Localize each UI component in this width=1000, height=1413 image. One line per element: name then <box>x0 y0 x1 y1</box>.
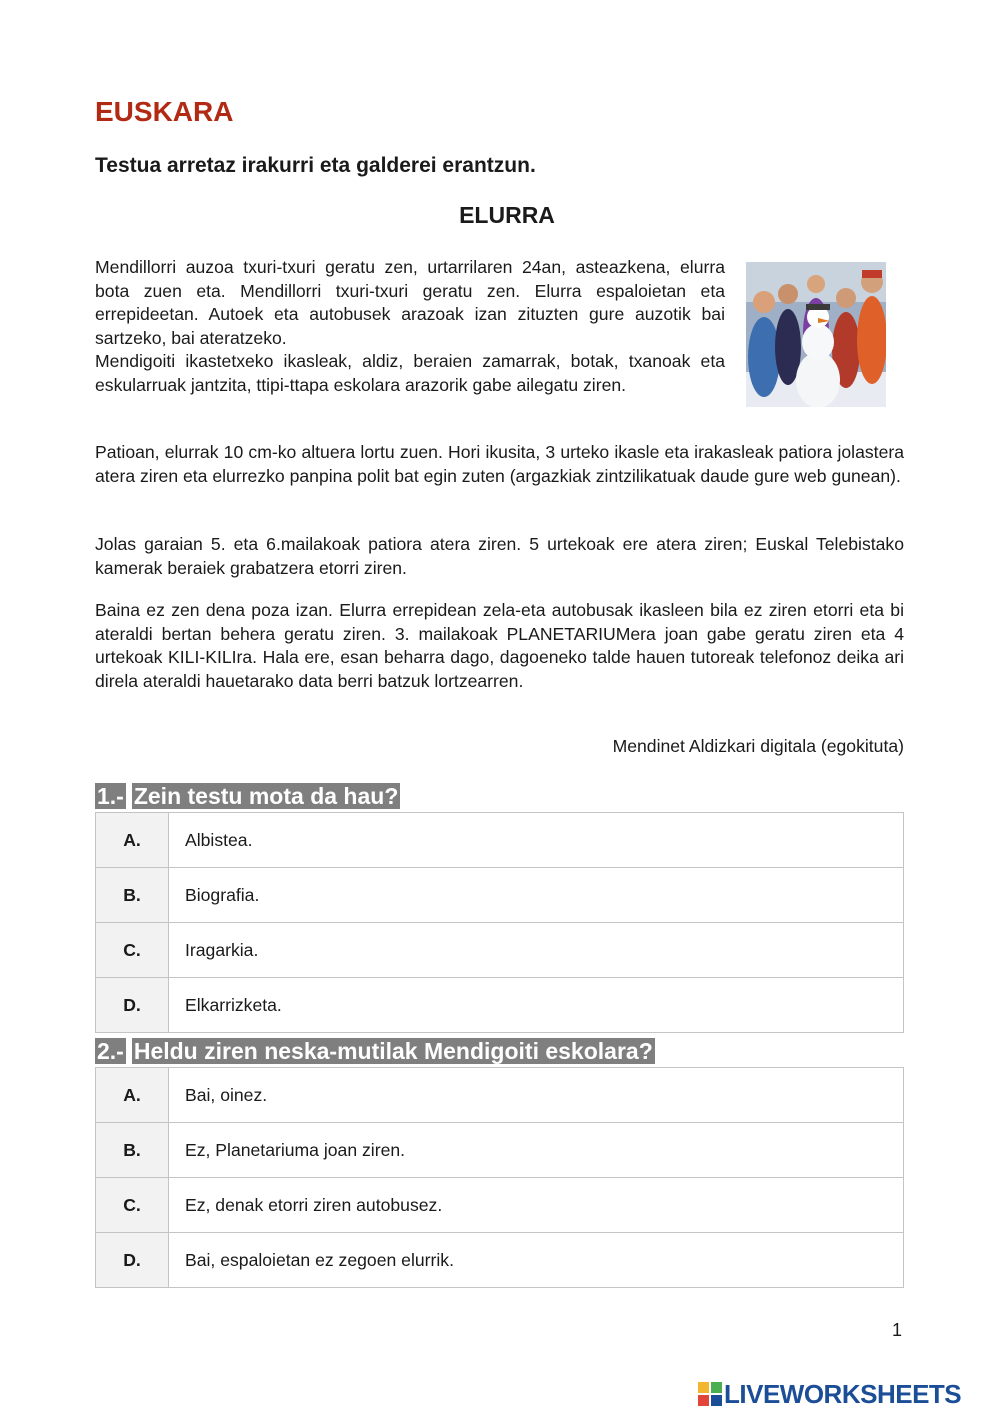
question-1-heading <box>95 782 400 811</box>
liveworksheets-logo[interactable] <box>698 1380 961 1408</box>
page-number: 1 <box>892 1320 903 1340</box>
option-letter: B. <box>96 868 169 923</box>
option-letter: D. <box>96 978 169 1033</box>
liveworksheets-icon <box>698 1382 722 1406</box>
option-text[interactable]: Ez, denak etorri ziren autobusez. <box>169 1178 904 1233</box>
article-paragraph: Patioan, elurrak 10 cm-ko altuera lortu zuen. Hori ikusita, 3 urteko ikasle eta irakasleak patiora jolastera atera ziren eta elurrezko panpina polit bat egin zuten (argazkiak zintzilikatuak daude gure web gunean). <box>95 442 904 486</box>
option-letter: C. <box>96 1178 169 1233</box>
answer-option-b[interactable] <box>96 1123 904 1178</box>
answer-option-d[interactable] <box>96 1233 904 1288</box>
instruction-text: Testua arretaz irakurri eta galderei erantzun. <box>95 154 536 177</box>
option-text[interactable]: Bai, espaloietan ez zegoen elurrik. <box>169 1233 904 1288</box>
answer-option-c[interactable] <box>96 1178 904 1233</box>
option-letter: A. <box>96 813 169 868</box>
option-letter: A. <box>96 1068 169 1123</box>
question-number: 1.- <box>97 783 124 809</box>
article-paragraph: Mendigoiti ikastetxeko ikasleak, aldiz, beraien zamarrak, botak, txanoak eta eskularruak jantzita, ttipi-ttapa eskolara arazorik gabe ailegatu ziren. <box>95 351 725 395</box>
option-text[interactable]: Bai, oinez. <box>169 1068 904 1123</box>
option-letter: B. <box>96 1123 169 1178</box>
question-text: Heldu ziren neska-mutilak Mendigoiti eskolara? <box>133 1038 653 1064</box>
answer-option-c[interactable] <box>96 923 904 978</box>
brand-name: LIVEWORKSHEETS <box>724 1378 962 1409</box>
article-title: ELURRA <box>459 202 555 228</box>
option-text[interactable]: Elkarrizketa. <box>169 978 904 1033</box>
option-text[interactable]: Ez, Planetariuma joan ziren. <box>169 1123 904 1178</box>
article-paragraph: Baina ez zen dena poza izan. Elurra errepidean zela-eta autobusak ikasleen bila ez ziren etorri eta bi ateraldi bertan behera geratu ziren. 3. mailakoak PLANETARIUMera joan gabe geratu ziren eta 4 urtekoak KILI-KILIra. Hala ere, esan beharra dago, dagoeneko talde hauen tutoreak telefonoz deika ari direla ateraldi hauetarako data berri batzuk lortzearren. <box>95 600 904 691</box>
question-text: Zein testu mota da hau? <box>133 783 399 809</box>
article-paragraph: Mendillorri auzoa txuri-txuri geratu zen, urtarrilaren 24an, asteazkena, elurra bota zuen eta. Mendillorri txuri-txuri geratu zen. Elurra espaloietan eta errepideetan. Autoek eta autobusek arazoak izan zituzten gure auzotik bai sartzeko, bai ateratzeko. <box>95 257 725 348</box>
answer-option-a[interactable] <box>96 813 904 868</box>
answer-option-b[interactable] <box>96 868 904 923</box>
option-text[interactable]: Biografia. <box>169 868 904 923</box>
article-source: Mendinet Aldizkari digitala (egokituta) <box>612 736 904 756</box>
answer-option-a[interactable] <box>96 1068 904 1123</box>
subject-heading: EUSKARA <box>95 96 234 127</box>
question-2-options <box>95 1067 904 1288</box>
question-2-heading <box>95 1037 655 1066</box>
question-1-options <box>95 812 904 1033</box>
option-letter: D. <box>96 1233 169 1288</box>
option-text[interactable]: Albistea. <box>169 813 904 868</box>
option-text[interactable]: Iragarkia. <box>169 923 904 978</box>
article-paragraph: Jolas garaian 5. eta 6.mailakoak patiora atera ziren. 5 urtekoak ere atera ziren; Euskal Telebistako kamerak beraiek grabatzera etorri ziren. <box>95 534 904 578</box>
snow-children-photo <box>746 262 886 407</box>
question-number: 2.- <box>97 1038 124 1064</box>
answer-option-d[interactable] <box>96 978 904 1033</box>
option-letter: C. <box>96 923 169 978</box>
snowman-photo-icon <box>746 262 886 407</box>
